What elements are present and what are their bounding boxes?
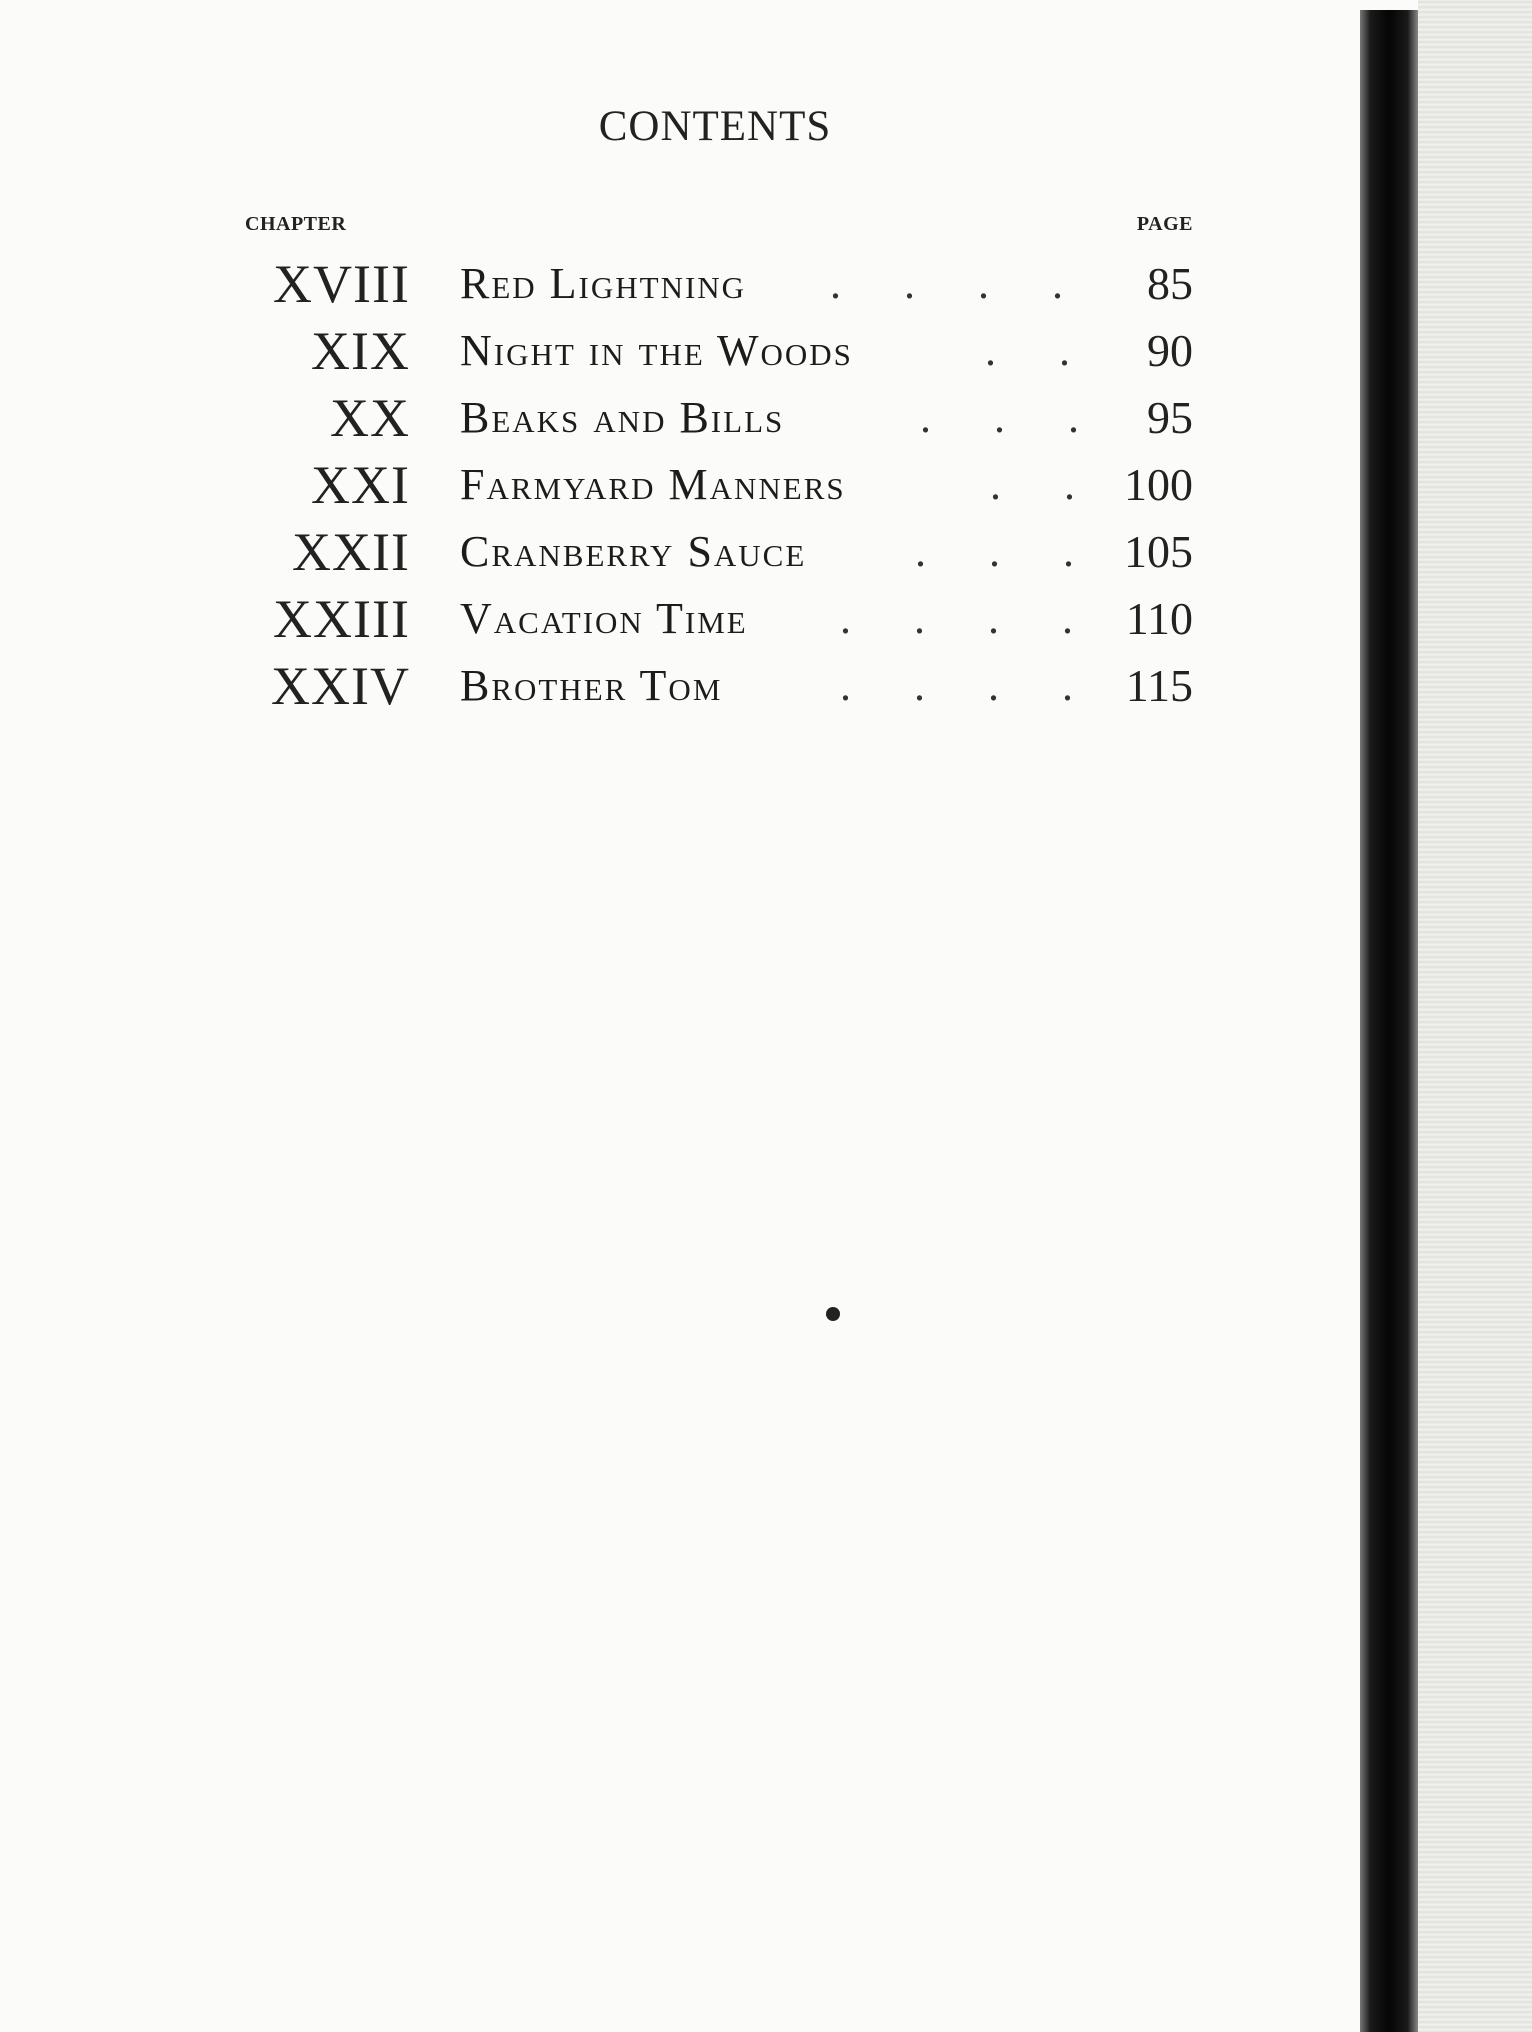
- chapter-numeral: XX: [330, 388, 410, 448]
- chapter-title: Farmyard Manners: [460, 460, 846, 509]
- dot-leader: . . . .: [840, 594, 1099, 643]
- toc-entry: [0, 384, 1532, 452]
- chapter-numeral: XXII: [292, 522, 410, 582]
- toc-entry: [0, 451, 1532, 519]
- dot-leader: . . .: [920, 393, 1105, 442]
- chapter-title: Cranberry Sauce: [460, 527, 807, 576]
- chapter-title: Beaks and Bills: [460, 393, 785, 442]
- dot-leader: . . . .: [830, 259, 1089, 308]
- page-number: 110: [1125, 593, 1193, 644]
- toc-entry: [0, 250, 1532, 318]
- chapter-numeral: XIX: [311, 321, 410, 381]
- page-number: 85: [1147, 258, 1193, 309]
- chapter-title: Red Lightning: [460, 259, 747, 308]
- chapter-numeral: XXIII: [273, 589, 410, 649]
- page-column-header: PAGE: [1136, 213, 1193, 235]
- chapter-title: Vacation Time: [460, 594, 748, 643]
- dot-leader: . .: [985, 326, 1096, 375]
- chapter-title: Night in the Woods: [460, 326, 853, 375]
- page-number: 115: [1125, 660, 1193, 711]
- dot-leader: . .: [990, 460, 1101, 509]
- toc-entry: [0, 317, 1532, 385]
- toc-entry: [0, 585, 1532, 653]
- page-title: CONTENTS: [598, 103, 832, 150]
- page-number: 95: [1147, 392, 1193, 443]
- chapter-numeral: XXI: [311, 455, 410, 515]
- dot-leader: . . . .: [840, 661, 1099, 710]
- binding-gutter-shadow: [1360, 10, 1418, 2032]
- page-number: 100: [1124, 459, 1193, 510]
- toc-entry: [0, 652, 1532, 720]
- ink-speck: [826, 1307, 840, 1321]
- chapter-numeral: XXIV: [271, 656, 410, 716]
- chapter-column-header: CHAPTER: [245, 213, 347, 235]
- page-edge-noise: [1418, 0, 1532, 2032]
- chapter-title: Brother Tom: [460, 661, 723, 710]
- page-number: 105: [1124, 526, 1193, 577]
- page-number: 90: [1147, 325, 1193, 376]
- chapter-numeral: XVIII: [273, 254, 410, 314]
- toc-entry: [0, 518, 1532, 586]
- dot-leader: . . .: [915, 527, 1100, 576]
